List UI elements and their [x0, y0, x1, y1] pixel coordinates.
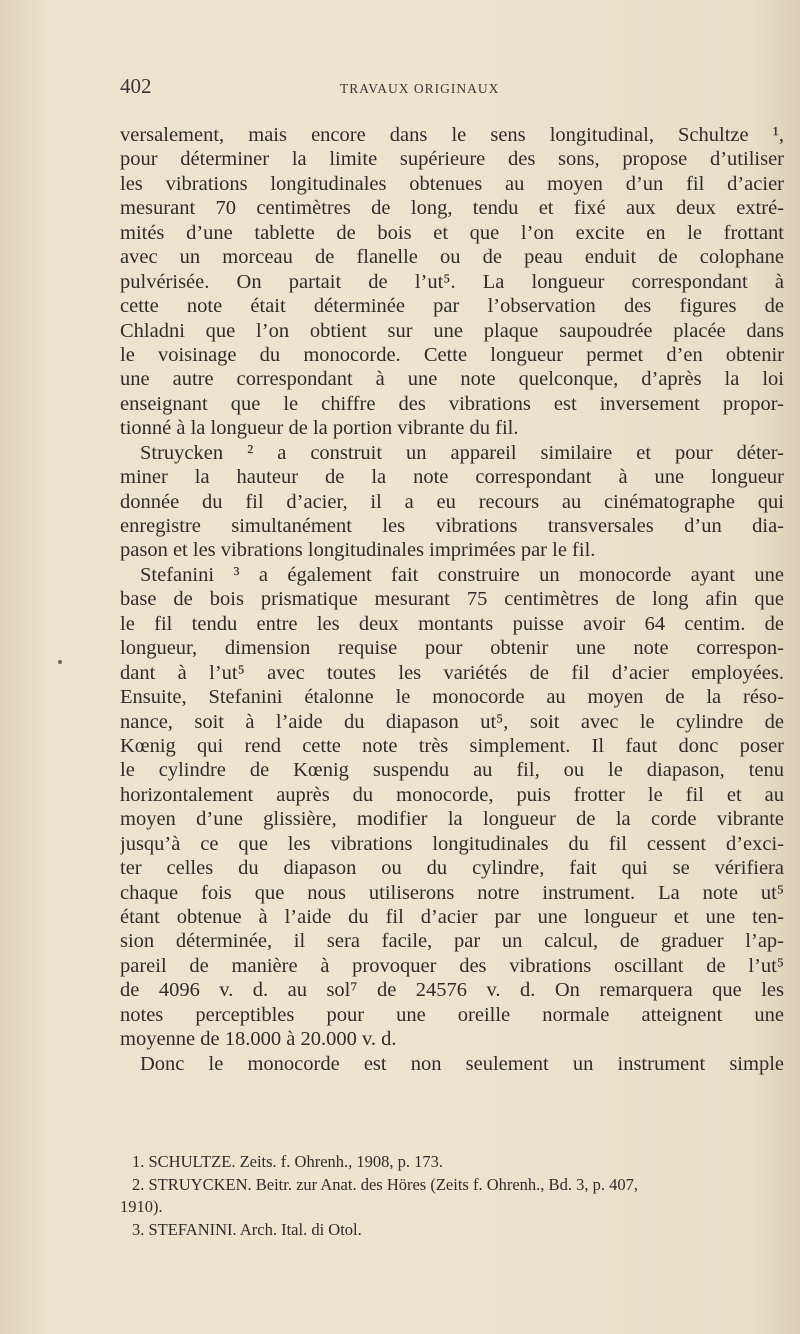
text-line: horizontalement auprès du monocorde, puis frotter le fil et au	[120, 783, 784, 806]
text-line: moyen d’une glissière, modifier la longueur de la corde vibrante	[120, 808, 784, 831]
text-line: miner la hauteur de la note correspondant à une longueur	[120, 466, 784, 489]
text-line: nance, soit à l’aide du diapason ut⁵, soit avec le cylindre de	[120, 710, 784, 733]
text-line: chaque fois que nous utiliserons notre instrument. La note ut⁵	[120, 881, 784, 904]
text-line: longueur, dimension requise pour obtenir une note correspon-	[120, 637, 784, 660]
text-line: avec un morceau de flanelle ou de peau enduit de colophane	[120, 246, 784, 269]
text-line: donnée du fil d’acier, il a eu recours au cinématographe qui	[120, 490, 784, 513]
body-text	[120, 123, 784, 1076]
text-line: enregistre simultanément les vibrations transversales d’un dia-	[120, 515, 784, 537]
footnote-2: 2. STRUYCKEN. Beitr. zur Anat. des Höres (Zeits f. Ohrenh., Bd. 3, p. 407,	[132, 1174, 638, 1194]
text-line: les vibrations longitudinales obtenues au moyen d’un fil d’acier	[120, 172, 784, 195]
text-line: étant obtenue à l’aide du fil d’acier par une longueur et une ten-	[120, 906, 784, 928]
text-line: pareil de manière à provoquer des vibrations oscillant de l’ut⁵	[120, 954, 784, 977]
paragraph-end-line: tionné à la longueur de la portion vibrante du fil.	[120, 417, 519, 440]
text-line: notes perceptibles pour une oreille normale atteignent une	[120, 1003, 784, 1026]
text-line: enseignant que le chiffre des vibrations est inversement propor-	[120, 392, 784, 415]
paragraph-start-line: Donc le monocorde est non seulement un instrument simple	[140, 1052, 784, 1075]
text-line: le fil tendu entre les deux montants puisse avoir 64 centim. de	[120, 612, 784, 635]
page-number: 402	[120, 74, 152, 98]
text-line: pulvérisée. On partait de l’ut⁵. La longueur correspondant à	[120, 270, 784, 293]
paragraph-start-line: Stefanini ³ a également fait construire un monocorde ayant une	[140, 563, 784, 586]
text-line: versalement, mais encore dans le sens longitudinal, Schultze ¹,	[120, 124, 784, 146]
text-line: de 4096 v. d. au sol⁷ de 24576 v. d. On remarquera que les	[120, 979, 784, 1002]
text-line: Ensuite, Stefanini étalonne le monocorde au moyen de la réso-	[120, 686, 784, 709]
paragraph-start-line: Struycken ² a construit un appareil similaire et pour déter-	[140, 441, 784, 464]
text-line: jusqu’à ce que les vibrations longitudinales du fil cessent d’exci-	[120, 832, 784, 855]
running-head: TRAVAUX ORIGINAUX	[340, 81, 500, 96]
text-line: sion déterminée, il sera facile, par un calcul, de graduer l’ap-	[120, 930, 784, 953]
text-line: cette note était déterminée par l’observation des figures de	[120, 295, 784, 318]
paragraph-end-line: pason et les vibrations longitudinales imprimées par le fil.	[120, 539, 596, 562]
paragraph-end-line: moyenne de 18.000 à 20.000 v. d.	[120, 1028, 397, 1051]
text-line: dant à l’ut⁵ avec toutes les variétés de fil d’acier employées.	[120, 661, 784, 684]
text-line: une autre correspondant à une note quelconque, d’après la loi	[120, 368, 784, 391]
text-line: mités d’une tablette de bois et que l’on excite en le frottant	[120, 221, 784, 244]
text-line: le cylindre de Kœnig suspendu au fil, ou le diapason, tenu	[120, 759, 784, 782]
footnotes	[120, 1151, 784, 1241]
footnote-3: 3. STEFANINI. Arch. Ital. di Otol.	[132, 1219, 362, 1239]
text-line: mesurant 70 centimètres de long, tendu et fixé aux deux extré-	[120, 197, 784, 220]
paper-speck	[58, 660, 62, 664]
footnote-1: 1. SCHULTZE. Zeits. f. Ohrenh., 1908, p. 173.	[132, 1152, 444, 1171]
text-line: ter celles du diapason ou du cylindre, fait qui se vérifiera	[120, 857, 784, 880]
text-line: le voisinage du monocorde. Cette longueur permet d’en obtenir	[120, 343, 784, 366]
text-line: Kœnig qui rend cette note très simplement. Il faut donc poser	[120, 734, 784, 757]
text-line: base de bois prismatique mesurant 75 centimètres de long afin que	[120, 588, 784, 611]
text-line: Chladni que l’on obtient sur une plaque saupoudrée placée dans	[120, 319, 784, 342]
page-header	[120, 74, 784, 104]
footnote-2-continuation: 1910).	[120, 1197, 163, 1216]
text-line: pour déterminer la limite supérieure des sons, propose d’utiliser	[120, 148, 784, 171]
